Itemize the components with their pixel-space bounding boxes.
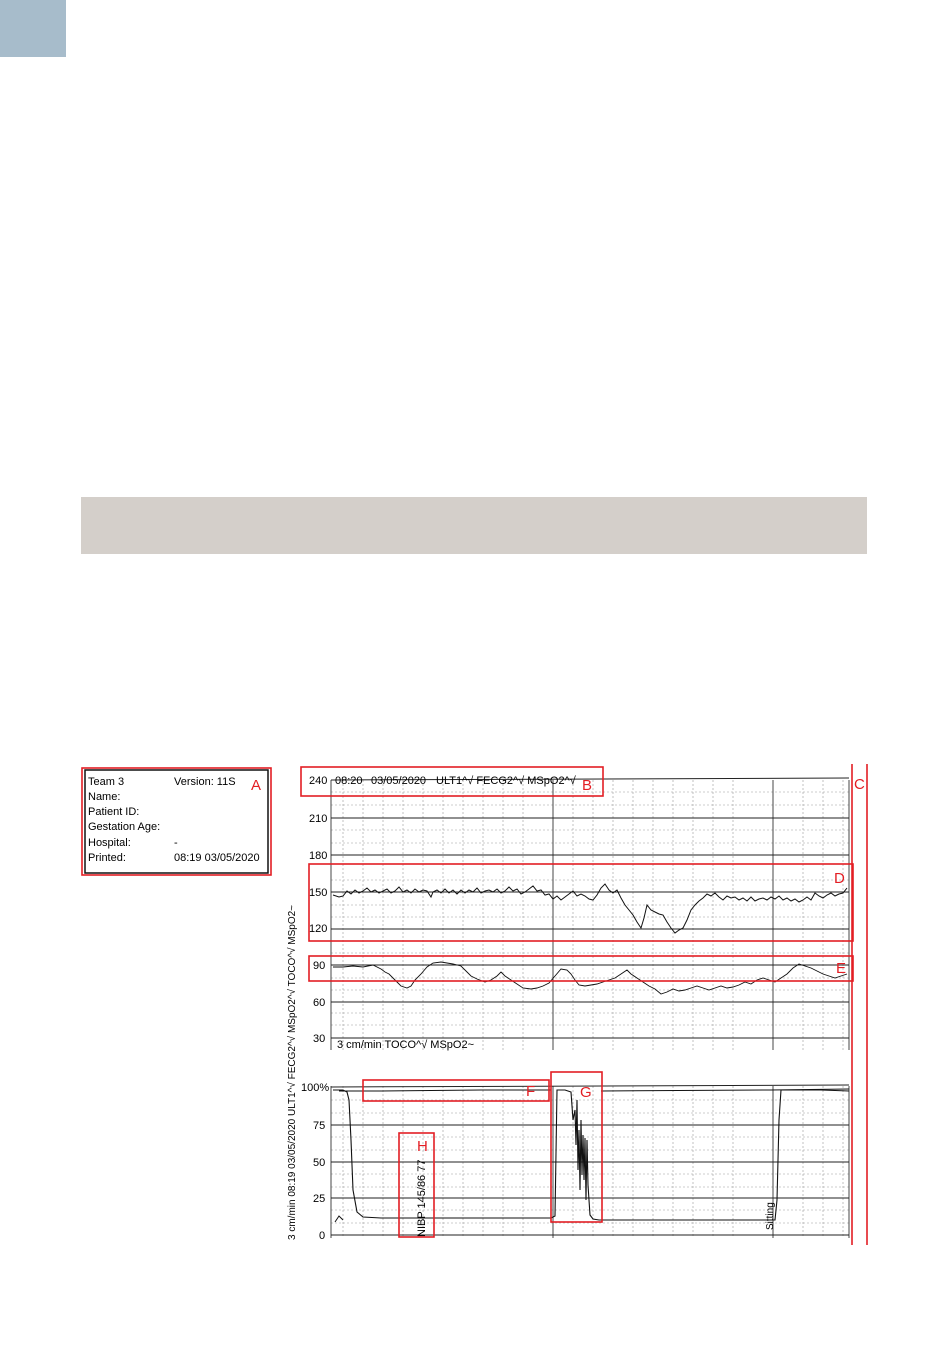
name-label: Name: [88,791,121,803]
maternal-spo2-trace [333,962,847,994]
toco-start-trace [335,1216,343,1222]
spo2-100-trace [339,1089,849,1091]
hospital-value: - [174,837,178,849]
gestation-label: Gestation Age: [88,821,161,833]
patient-id-label: Patient ID: [88,806,140,818]
corner-color-block [0,0,66,57]
ctg-trace-svg [81,760,871,1250]
upper-tick-240: 240 [309,775,328,787]
upper-tick-30: 30 [313,1033,326,1045]
label-g: G [580,1084,592,1101]
lower-tick-100: 100% [301,1082,330,1094]
lower-tick-75: 75 [313,1120,326,1132]
figure-caption-bar [81,497,867,554]
label-c: C [854,776,865,793]
upper-tick-90: 90 [313,960,326,972]
upper-axis-ticks [309,775,327,1045]
header-channels: ULT1^√ FECG2^√ MSpO2^√ [436,775,576,787]
label-d: D [834,870,845,887]
version-label: Version: 11S [174,776,236,788]
sitting-label: Sitting [765,1202,776,1230]
label-h: H [417,1138,428,1155]
lower-tick-50: 50 [313,1157,326,1169]
toco-trace [333,1090,849,1220]
upper-tick-180: 180 [309,850,328,862]
ctg-figure [81,760,871,1250]
box-c-lines [852,764,867,1245]
printed-value: 08:19 03/05/2020 [174,852,260,864]
upper-tick-120: 120 [309,923,328,935]
label-b: B [582,777,593,794]
lower-axis-ticks [301,1082,329,1242]
fetal-heart-rate-trace [333,884,847,933]
header-date: 03/05/2020 [371,775,427,787]
header-time: 08:20 [335,775,363,787]
printed-label: Printed: [88,852,126,864]
upper-tick-150: 150 [309,887,328,899]
vertical-side-label: 3 cm/min 08:19 03/05/2020 ULT1^√ FECG2^√ MSpO2^√ TOCO^√ MSpO2~ [287,904,298,1240]
label-a: A [251,777,262,794]
box-g [551,1072,602,1222]
hospital-label: Hospital: [88,837,131,849]
patient-info-box [82,768,271,875]
lower-header: 3 cm/min TOCO^√ MSpO2~ [337,1039,475,1051]
upper-tick-210: 210 [309,813,328,825]
label-f: F [526,1083,536,1100]
upper-grid [331,778,849,1050]
nibp-label: NIBP 145/86 77 [416,1159,428,1237]
upper-tick-60: 60 [313,997,326,1009]
box-e [309,956,853,981]
label-e: E [836,960,847,977]
upper-header [335,775,577,787]
team-label: Team 3 [88,776,125,788]
lower-tick-0: 0 [319,1230,326,1242]
lower-tick-25: 25 [313,1193,326,1205]
